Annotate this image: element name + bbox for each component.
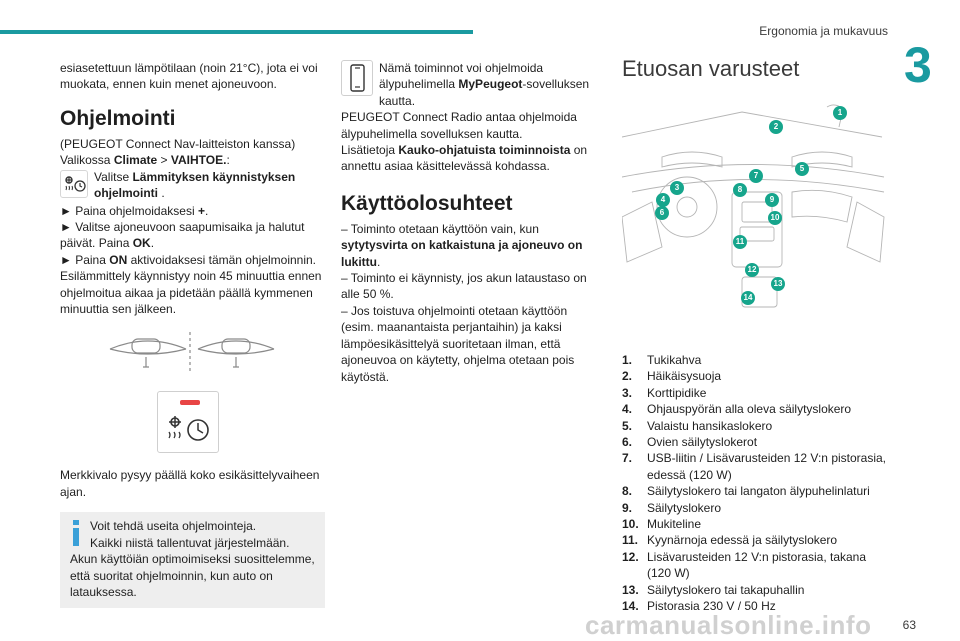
condition-3: – Jos toistuva ohjelmointi otetaan käyttöön (esim. maanantaista perjantaihin) ja kaksi lämpöesikäsittelyä suoritetaan ilman, että ajoneuvoa on käytetty, ohjelma otetaan pois käytöstä.	[341, 303, 575, 384]
list-item: 10. Mukiteline	[622, 517, 702, 532]
step-2: ► Valitse ajoneuvoon saapumisaika ja halutut päivät. Paina OK.	[60, 220, 305, 251]
list-item: 14. Pistorasia 230 V / 50 Hz	[622, 599, 776, 614]
indicator-text: Merkkivalo pysyy päällä koko esikäsittelyvaiheen ajan.	[60, 468, 320, 499]
header-accent-bar	[0, 30, 473, 34]
marker-10: 10	[768, 211, 782, 225]
list-item: 11. Kyynärnoja edessä ja säilytyslokero	[622, 533, 838, 548]
equipment-list	[622, 352, 892, 615]
list-item: 9. Säilytyslokero	[622, 500, 722, 515]
list-item: 5. Valaistu hansikaslokero	[622, 418, 773, 433]
list-item: 7. USB-liitin / Lisävarusteiden 12 V:n pistorasia, edessä (120 W)	[622, 451, 887, 482]
marker-8: 8	[733, 183, 747, 197]
marker-12: 12	[745, 263, 759, 277]
marker-13: 13	[771, 277, 785, 291]
watermark-text: carmanualsonline.info	[585, 610, 872, 640]
heading-kayttoolosuhteet: Käyttöolosuhteet	[341, 191, 513, 215]
indicator-icon-box	[157, 391, 219, 453]
marker-7: 7	[749, 169, 763, 183]
smartphone-icon	[341, 60, 373, 96]
steering-wheel-figure	[60, 327, 325, 377]
radio-text: PEUGEOT Connect Radio antaa ohjelmoida älypuhelimella sovelluksen kautta.	[341, 110, 577, 141]
preheat-paragraph: Esilämmittely käynnistyy noin 45 minuuttia ennen ohjelmoitua aikaa ja pidetään päällä kymmenen minuuttia sen jälkeen.	[60, 269, 322, 317]
marker-14: 14	[741, 291, 755, 305]
choose-heating-line: Valitse Lämmityksen käynnistyksen ohjelmointi .	[60, 169, 325, 203]
info-line-3: Akun käyttöiän optimoimiseksi suosittelemme, että suoritat ohjelmoinnin, kun auto on latauksessa.	[70, 552, 315, 599]
list-item: 13. Säilytyslokero tai takapuhallin	[622, 582, 805, 597]
step-1: ► Paina ohjelmoidaksesi +.	[60, 203, 209, 218]
info-line-1: Voit tehdä useita ohjelmointeja.	[90, 519, 257, 534]
column-3	[622, 55, 892, 615]
fan-heat-clock-icon	[60, 170, 88, 198]
intro-text: esiasetettuun lämpötilaan (noin 21°C), jota ei voi muokata, ennen kuin menet ajoneuvoon.	[60, 61, 318, 92]
list-item: 8. Säilytyslokero tai langaton älypuhelinlaturi	[622, 484, 870, 499]
marker-3: 3	[670, 181, 684, 195]
phone-app-paragraph: Nämä toiminnot voi ohjelmoida älypuhelimella MyPeugeot-sovelluksen kautta.	[341, 60, 593, 109]
page-number: 63	[902, 618, 916, 632]
marker-2: 2	[769, 120, 783, 134]
marker-5: 5	[795, 162, 809, 176]
condition-2: – Toiminto ei käynnisty, jos akun lataustaso on alle 50 %.	[341, 271, 587, 302]
list-item: 1. Tukikahva	[622, 353, 702, 367]
menu-path: Valikossa Climate > VAIHTOE.:	[60, 153, 230, 168]
heading-etuosan-varusteet: Etuosan varusteet	[622, 56, 800, 81]
list-item: 3. Korttipidike	[622, 385, 707, 400]
info-icon	[70, 518, 84, 548]
list-item: 6. Ovien säilytyslokerot	[622, 435, 758, 450]
chapter-number: 3	[904, 37, 932, 93]
info-line-2: Kaikki niistä tallentuvat järjestelmään.	[90, 535, 290, 550]
info-box	[60, 512, 325, 608]
list-item: 2. Häikäisysuoja	[622, 369, 722, 384]
section-title: Ergonomia ja mukavuus	[759, 24, 888, 38]
marker-11: 11	[733, 235, 747, 249]
marker-6: 6	[655, 206, 669, 220]
marker-9: 9	[765, 193, 779, 207]
column-2	[341, 60, 593, 385]
marker-1: 1	[833, 106, 847, 120]
more-info-text: Lisätietoja Kauko-ohjatuista toiminnoista on annettu asiaa käsittelevässä kohdassa.	[341, 143, 588, 174]
heading-ohjelmointi: Ohjelmointi	[60, 106, 176, 130]
condition-1: – Toiminto otetaan käyttöön vain, kun sytytysvirta on katkaistuna ja ajoneuvo on lukittu.	[341, 221, 583, 269]
column-1	[60, 60, 325, 608]
subtitle-text: (PEUGEOT Connect Nav-laitteiston kanssa)	[60, 136, 296, 151]
list-item: 12. Lisävarusteiden 12 V:n pistorasia, takana (120 W)	[622, 549, 867, 581]
list-item: 4. Ohjauspyörän alla oleva säilytyslokero	[622, 402, 852, 417]
step-3: ► Paina ON aktivoidaksesi tämän ohjelmoinnin.	[60, 252, 317, 267]
marker-4: 4	[656, 193, 670, 207]
